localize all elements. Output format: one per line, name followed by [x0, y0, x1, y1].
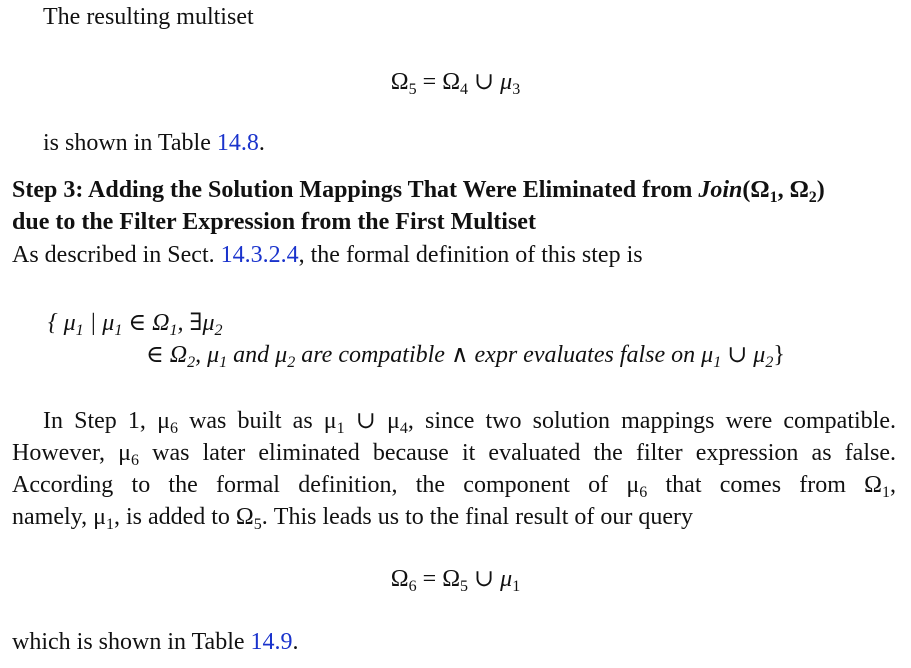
formal-definition-line2: ∈ $\Omega_2$, $\mu_1$ and $\mu_2$ are compatible ∧ expr evaluates false on $\mu_1$ ∪ $\mu_2$}: [146, 342, 785, 371]
section-heading: Step 3: Adding the Solution Mappings That Were Eliminated from $Join(\Omega_1$, $\Omega_2$): [12, 177, 825, 206]
formal-definition-line1: { $\mu_1$ | $\mu_1$ ∈ $\Omega_1$, $\exists\mu_2$: [48, 310, 223, 339]
equation-omega6: $\Omega_6 = \Omega_5$ ∪ $\mu_1$: [390, 566, 521, 595]
table-link-14-9[interactable]: 14.9: [250, 629, 293, 655]
text-line: The resulting multiset: [43, 4, 254, 30]
paragraph-line: According to the formal definition, the component of $\mu_6$ that comes from $\Omega_1$,: [12, 472, 896, 501]
section-link-14-3-2-4[interactable]: 14.3.2.4: [220, 242, 299, 268]
paragraph-line: namely, $\mu_1$, is added to $\Omega_5$. This leads us to the final result of our query: [12, 504, 694, 533]
paragraph-line: In Step 1, $\mu_6$ was built as $\mu_1$ ∪ $\mu_4$, since two solution mappings were compatible.: [43, 408, 896, 437]
section-heading-line2: due to the Filter Expression from the First Multiset: [12, 209, 536, 235]
equation-omega5: $\Omega_5 = \Omega_4$ ∪ $\mu_3$: [390, 69, 521, 98]
paragraph-line: However, $\mu_6$ was later eliminated because it evaluated the filter expression as false.: [12, 440, 896, 469]
text-line: is shown in Table 14.8.: [43, 130, 265, 156]
text-line: As described in Sect. 14.3.2.4, the formal definition of this step is: [12, 242, 643, 268]
text-line: which is shown in Table 14.9.: [12, 629, 299, 655]
table-link-14-8[interactable]: 14.8: [216, 130, 259, 156]
